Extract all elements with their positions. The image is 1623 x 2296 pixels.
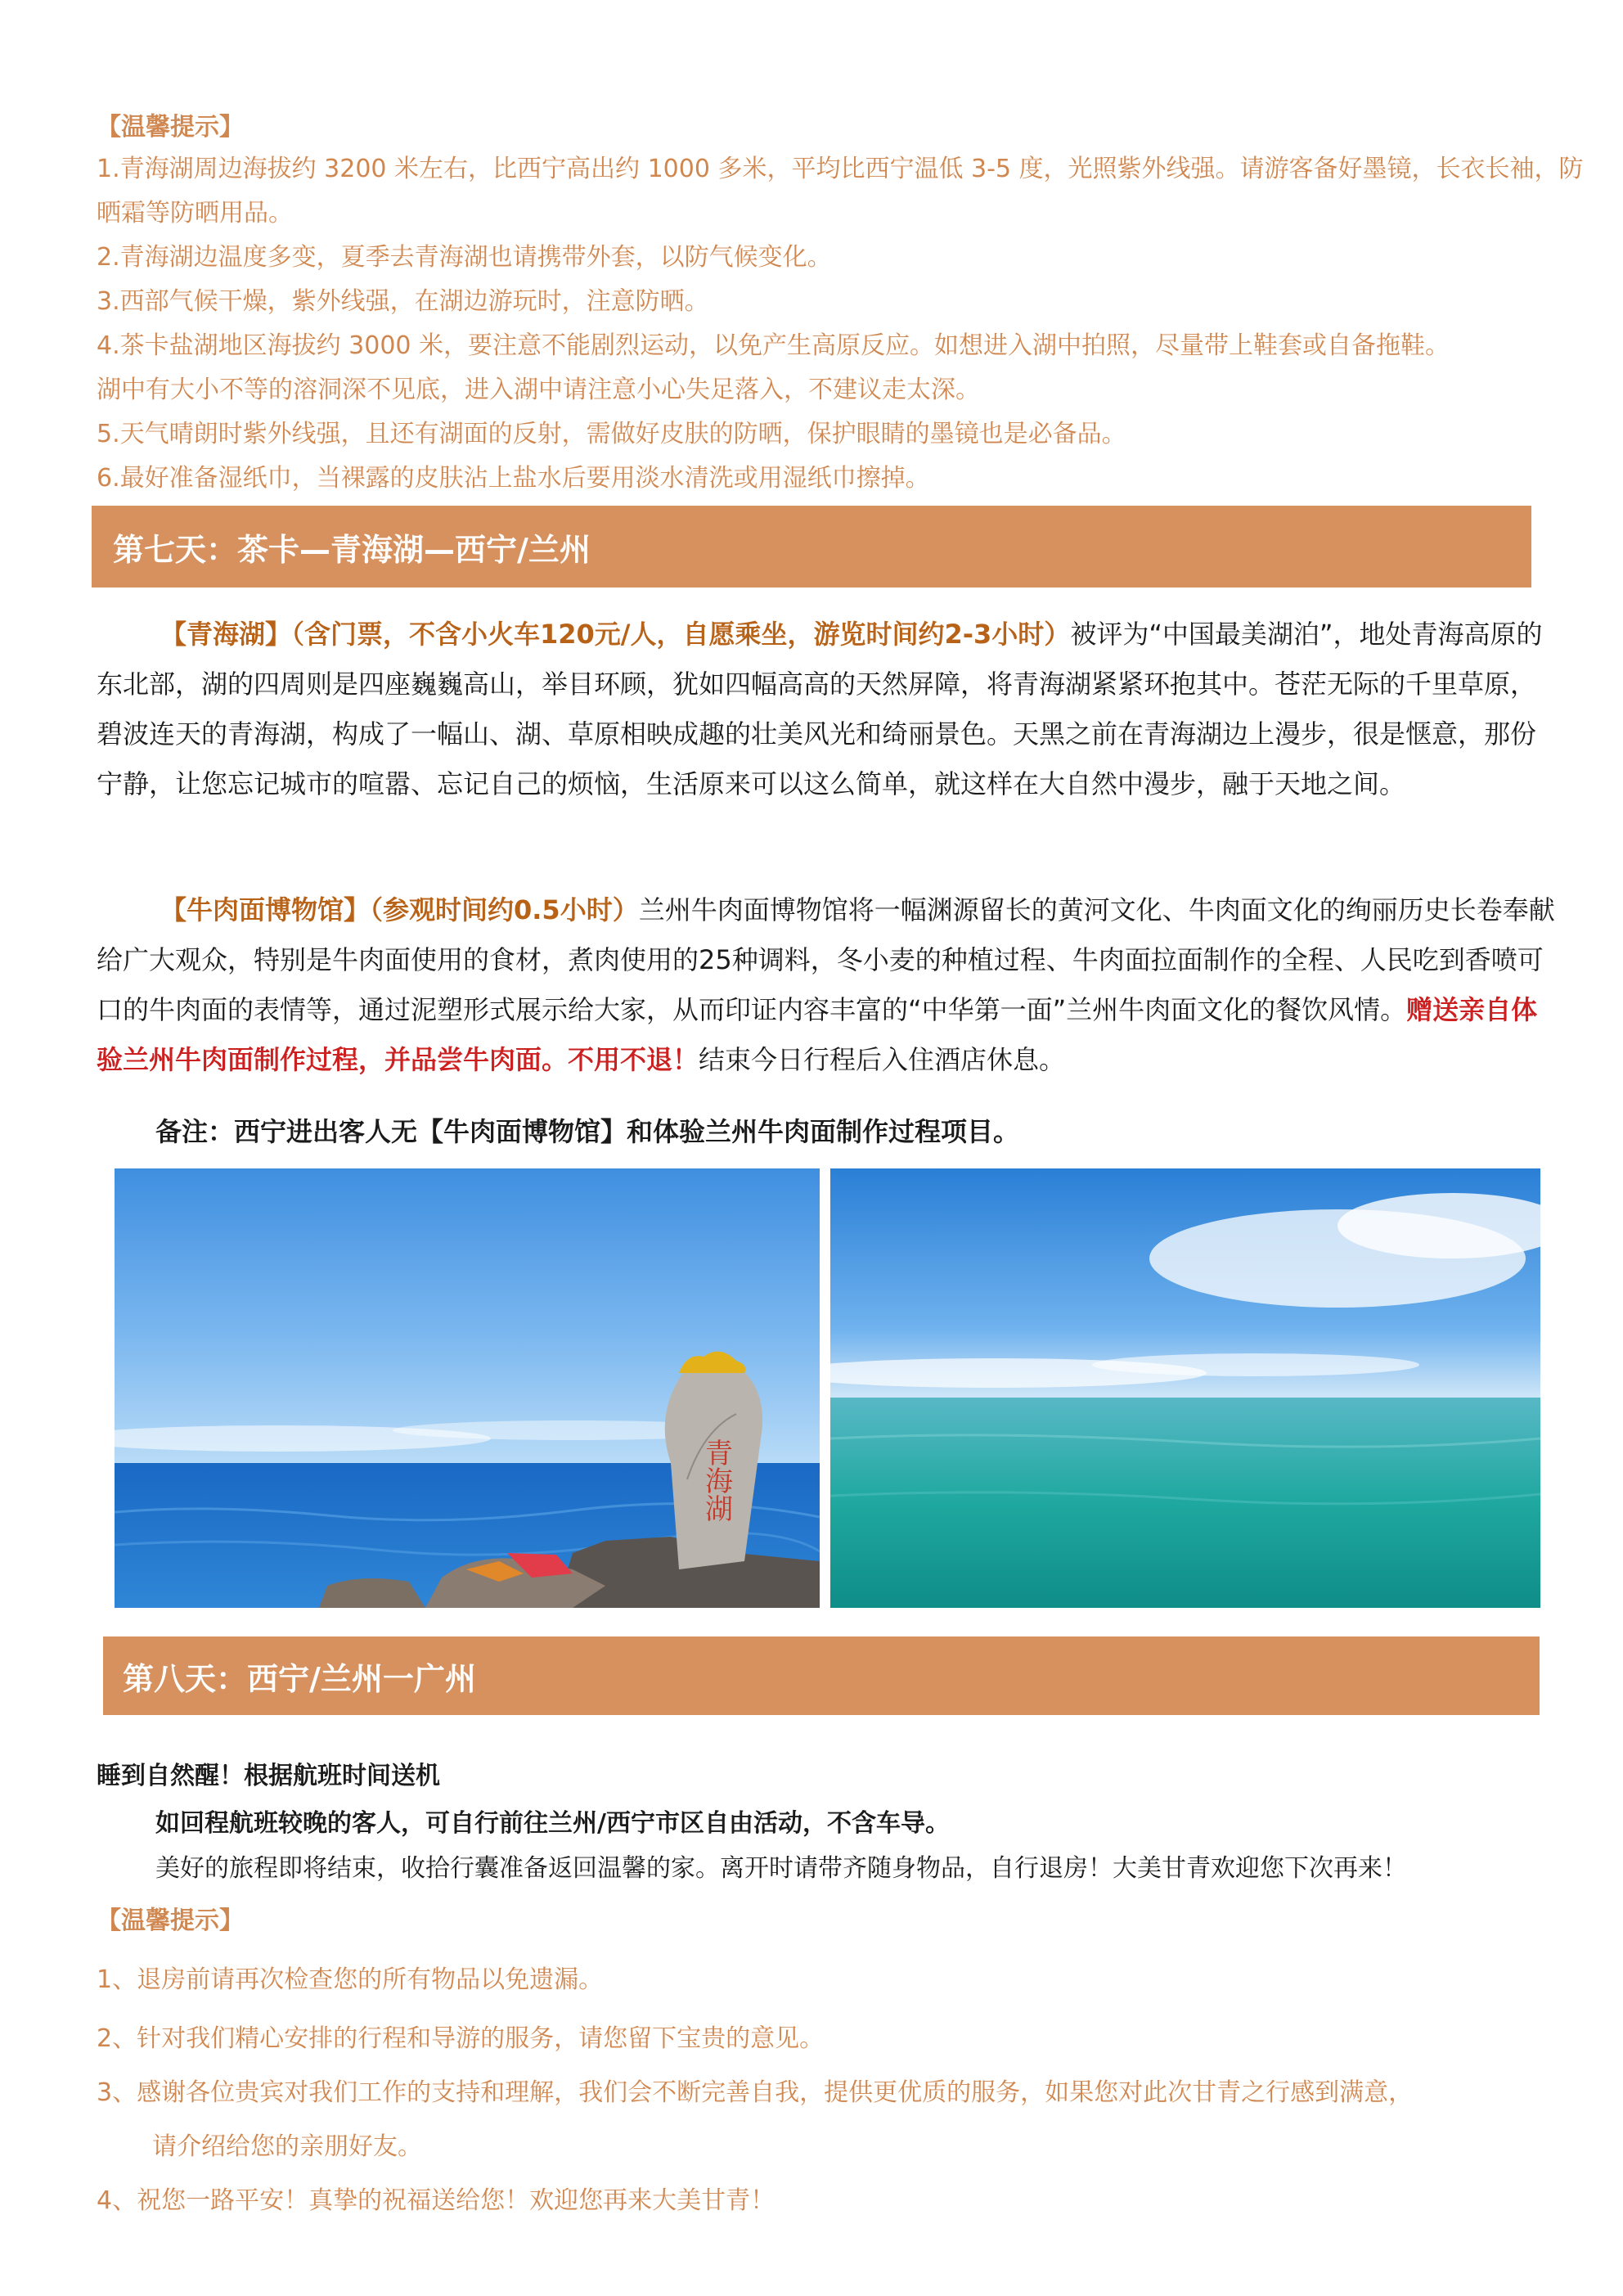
beef-noodle-museum-paragraph (97, 885, 1561, 1085)
day8-line-1: 睡到自然醒！根据航班时间送机 (97, 1762, 440, 1790)
remark-note: 备注：西宁进出客人无【牛肉面博物馆】和体验兰州牛肉面制作过程项目。 (155, 1116, 1020, 1147)
turquoise-lake-photo (830, 1168, 1540, 1608)
qinghai-lake-heading: 【青海湖】（含门票，不含小火车120元/人，自愿乘坐，游览时间约2-3小时） (160, 619, 1071, 650)
tip-item: 3.西部气候干燥，紫外线强，在湖边游玩时，注意防晒。 (97, 287, 709, 316)
museum-tail: 结束今日行程后入住酒店休息。 (699, 1044, 1066, 1075)
tip-item: 5.天气晴朗时紫外线强，且还有湖面的反射，需做好皮肤的防晒，保护眼睛的墨镜也是必备品。 (97, 420, 1126, 448)
tips2-item: 1、退房前请再次检查您的所有物品以免遗漏。 (97, 1965, 604, 1994)
tips2-item-continuation: 请介绍给您的亲朋好友。 (152, 2132, 422, 2161)
tip-item: 湖中有大小不等的溶洞深不见底，进入湖中请注意小心失足落入，不建议走太深。 (97, 376, 980, 404)
day8-title: 第八天：西宁/兰州一广州 (123, 1660, 476, 1697)
museum-description: 兰州牛肉面博物馆将一幅渊源留长的黄河文化、牛肉面文化的绚丽历史长卷奉献给广大观众，特别是牛肉面使用的食材，煮肉使用的25种调料，冬小麦的种植过程、牛肉面拉面制作的全程、人民吃到香喷可口的牛肉面的表情等，通过泥塑形式展示给大家，从而印证内容丰富的“中华第一面”兰州牛肉面文化的餐饮风情。 (97, 894, 1555, 1025)
stone-inscription: 青海湖 (700, 1438, 731, 1522)
day8-line-3: 美好的旅程即将结束，收拾行囊准备返回温馨的家。离开时请带齐随身物品，自行退房！大美甘青欢迎您下次再来！ (155, 1854, 1407, 1883)
tips-list (97, 147, 1585, 501)
museum-gift-note: 赠送亲自体验兰州牛肉面制作过程，并品尝牛肉面。不用不退！ (97, 994, 1538, 1075)
day7-title: 第七天：茶卡—青海湖—西宁/兰州 (113, 531, 591, 568)
tips-title: 【温馨提示】 (97, 113, 244, 142)
tips2-item: 2、针对我们精心安排的行程和导游的服务，请您留下宝贵的意见。 (97, 2024, 825, 2053)
day8-header (103, 1636, 1540, 1715)
tips2-title: 【温馨提示】 (97, 1907, 244, 1935)
tip-item: 6.最好准备湿纸巾，当裸露的皮肤沾上盐水后要用淡水清洗或用湿纸巾擦掉。 (97, 464, 930, 493)
tip-item: 1.青海湖周边海拔约 3200 米左右，比西宁高出约 1000 多米，平均比西宁温低 3-5 度，光照紫外线强。请游客备好墨镜，长衣长袖，防晒霜等防晒用品。 (97, 155, 1584, 227)
tips2-item: 3、感谢各位贵宾对我们工作的支持和理解，我们会不断完善自我，提供更优质的服务，如果您对此次甘青之行感到满意， (97, 2078, 1414, 2107)
qinghai-lake-paragraph (97, 610, 1561, 809)
tip-item: 4.茶卡盐湖地区海拔约 3000 米，要注意不能剧烈运动，以免产生高原反应。如想进入湖中拍照，尽量带上鞋套或自备拖鞋。 (97, 331, 1450, 360)
tips2-item: 4、祝您一路平安！真挚的祝福送给您！欢迎您再来大美甘青！ (97, 2186, 776, 2215)
museum-heading: 【牛肉面博物馆】（参观时间约0.5小时） (160, 894, 639, 925)
qinghai-lake-description: 被评为“中国最美湖泊”，地处青海高原的东北部，湖的四周则是四座巍巍高山，举目环顾，犹如四幅高高的天然屏障，将青海湖紧紧环抱其中。苍茫无际的千里草原，碧波连天的青海湖，构成了一幅山、湖、草原相映成趣的壮美风光和绮丽景色。天黑之前在青海湖边上漫步，很是惬意，那份宁静，让您忘记城市的喧嚣、忘记自己的烦恼，生活原来可以这么简单，就这样在大自然中漫步，融于天地之间。 (97, 619, 1543, 799)
qinghai-lake-stone-photo (115, 1168, 820, 1608)
day7-header (92, 506, 1531, 588)
tip-item: 2.青海湖边温度多变，夏季去青海湖也请携带外套，以防气候变化。 (97, 243, 832, 272)
day8-line-2: 如回程航班较晚的客人，可自行前往兰州/西宁市区自由活动，不含车导。 (155, 1809, 950, 1838)
